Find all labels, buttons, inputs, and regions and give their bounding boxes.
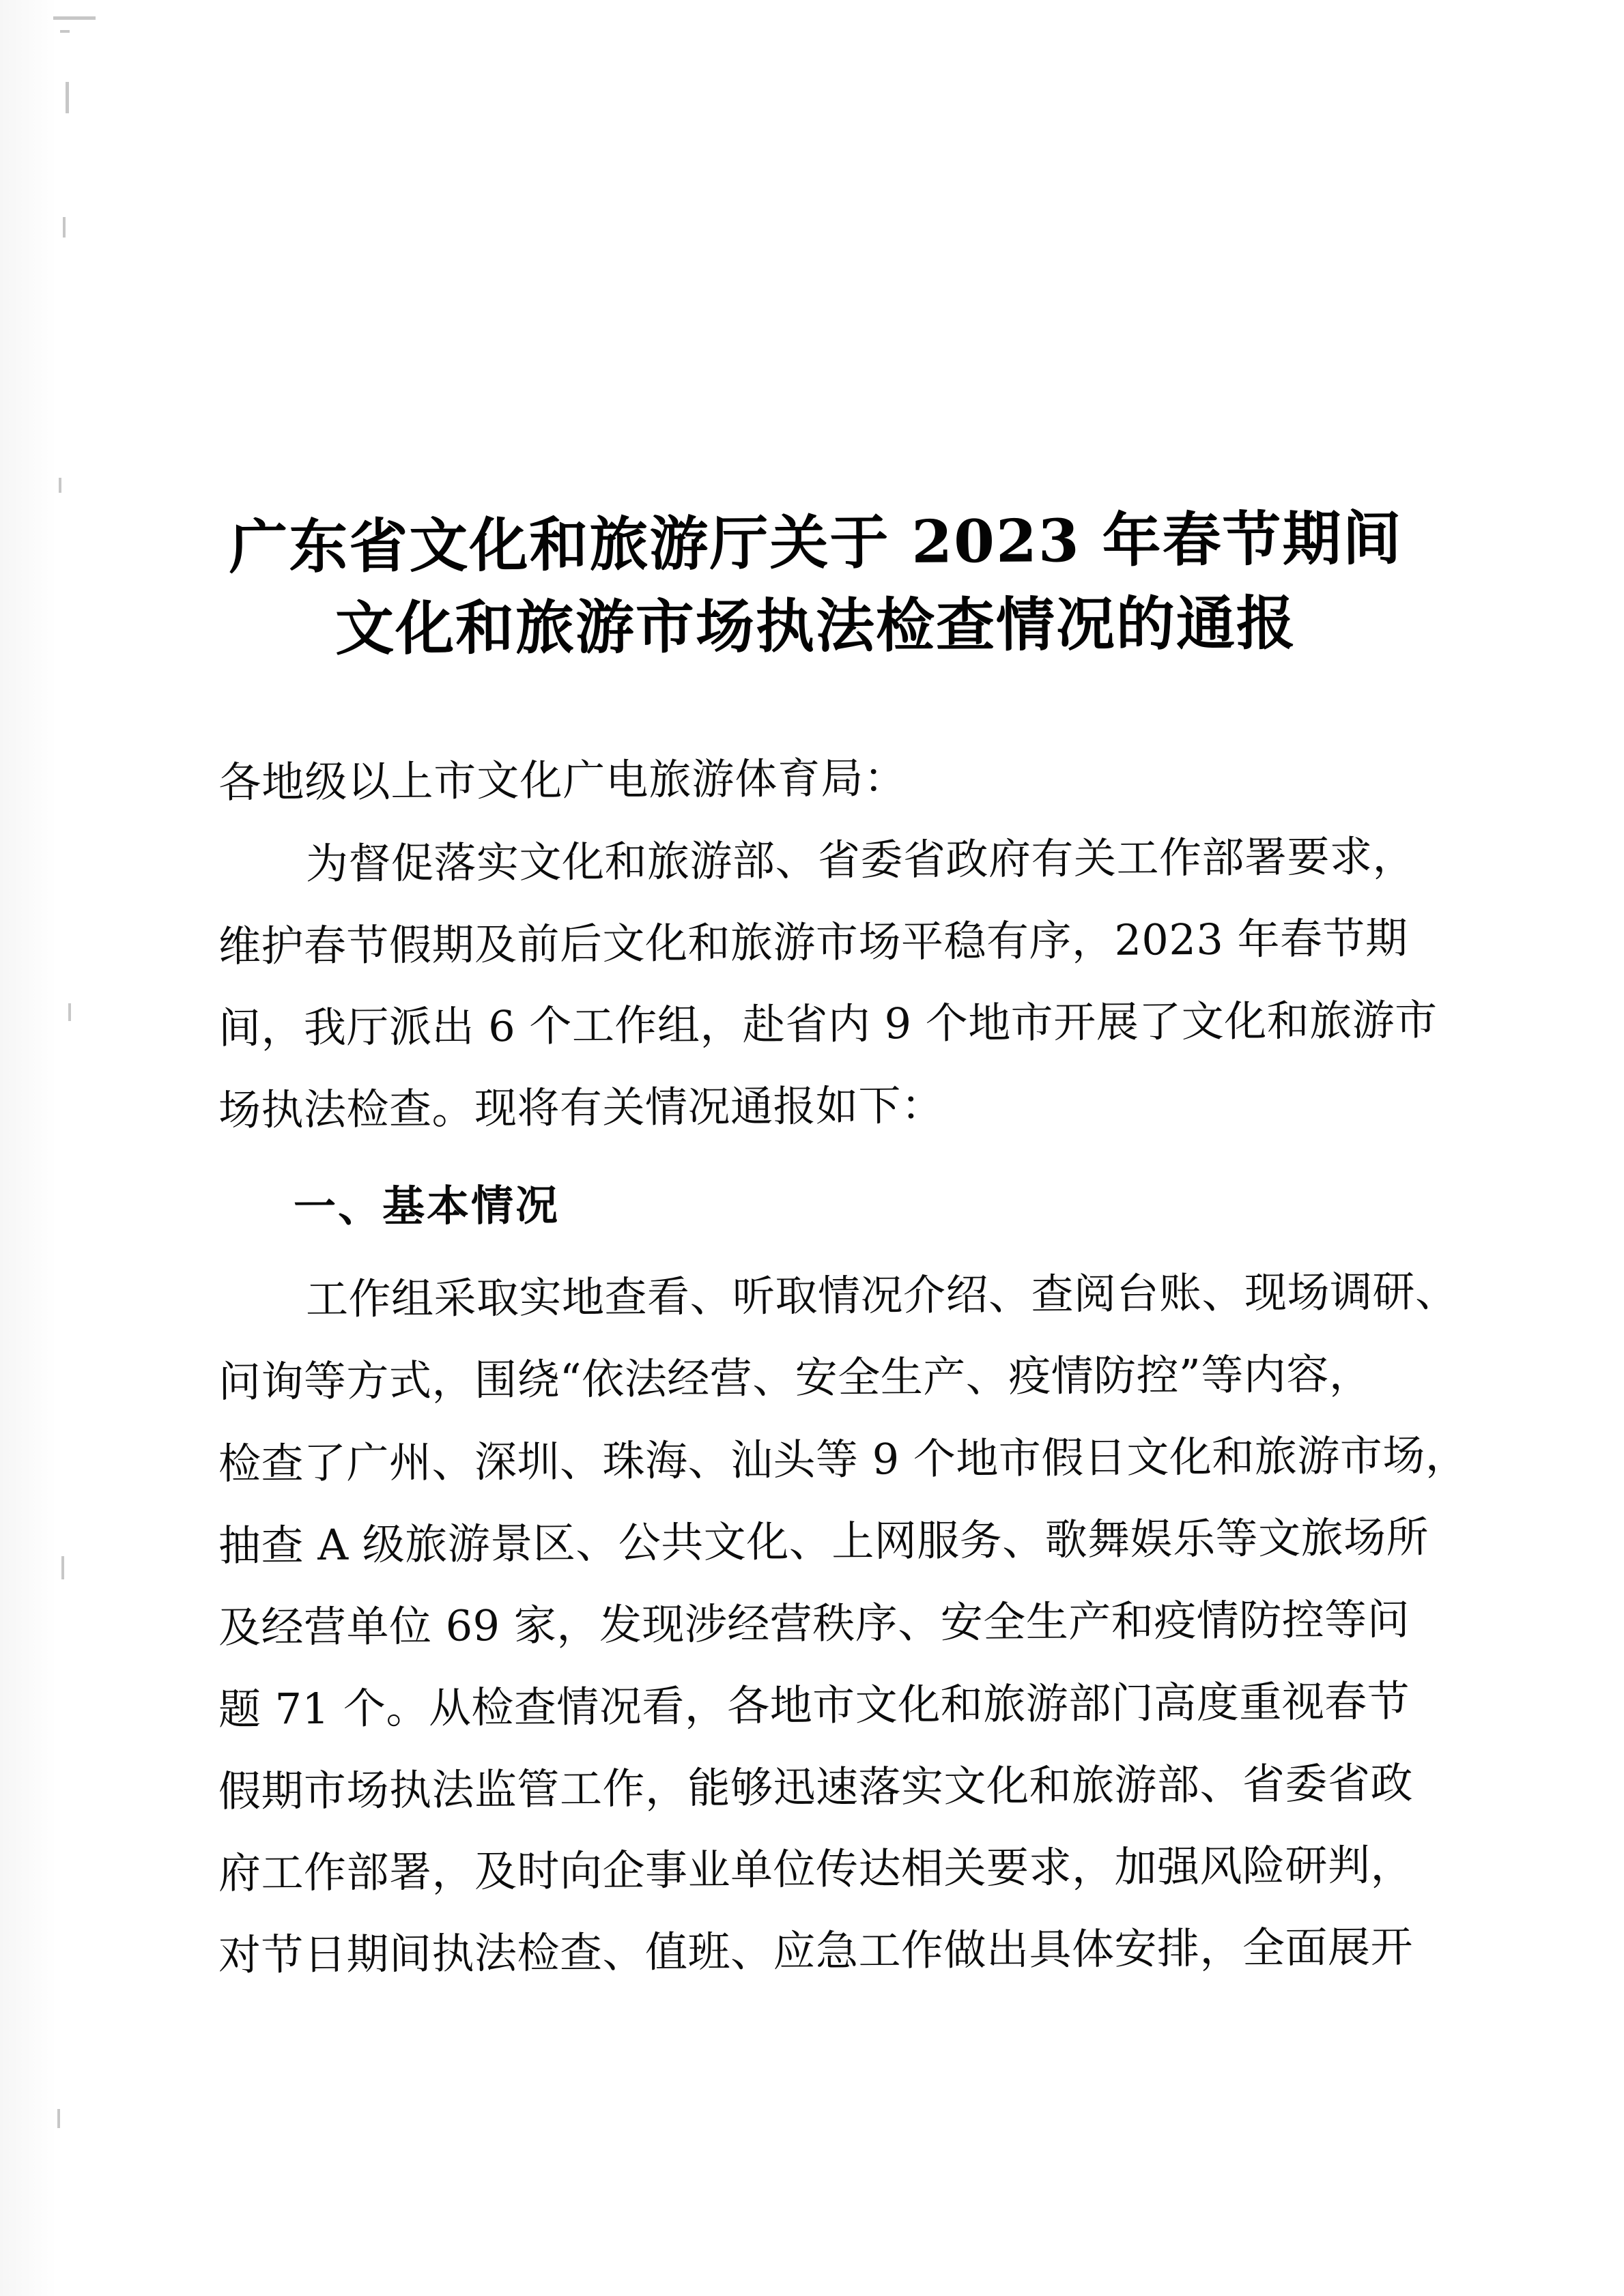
paragraph-line: 场执法检查。现将有关情况通报如下： (218, 1080, 944, 1135)
paragraph-line: 题 71 个。从检查情况看，各地市文化和旅游部门高度重视春节 (218, 1676, 1410, 1734)
paragraph-line: 府工作部署，及时向企事业单位传达相关要求，加强风险研判， (218, 1839, 1414, 1898)
paragraph-line: 工作组采取实地查看、听取情况介绍、查阅台账、现场调研、 (305, 1266, 1458, 1325)
paragraph-line: 为督促落实文化和旅游部、省委省政府有关工作部署要求， (305, 831, 1416, 889)
paragraph-intro (218, 824, 1438, 1151)
paragraph-line: 及经营单位 69 家，发现涉经营秩序、安全生产和疫情防控等问 (218, 1594, 1410, 1652)
scan-speck (59, 478, 61, 493)
paragraph-line: 问询等方式，围绕“依法经营、安全生产、疫情防控”等内容， (218, 1349, 1372, 1407)
scan-speck (53, 16, 96, 20)
scan-speck (66, 82, 69, 113)
paragraph-line: 假期市场执法监管工作，能够迅速落实文化和旅游部、省委省政 (218, 1757, 1414, 1816)
scan-speck (60, 30, 70, 33)
section-heading-basic-situation: 一、基本情况 (293, 1180, 560, 1232)
document-title (218, 0, 1413, 668)
document-title-line-1: 广东省文化和旅游厅关于 2023 年春节期间 (229, 504, 1403, 582)
scan-speck (68, 1003, 71, 1021)
salutation: 各地级以上市文化广电旅游体育局： (218, 752, 907, 807)
paragraph-line: 间，我厅派出 6 个工作组，赴省内 9 个地市开展了文化和旅游市 (218, 994, 1438, 1053)
document-title-line-2: 文化和旅游市场执法检查情况的通报 (334, 588, 1297, 664)
scan-edge-artifact (0, 0, 82, 2296)
paragraph-line: 维护春节假期及前后文化和旅游市场平稳有序，2023 年春节期 (218, 913, 1408, 971)
paragraph-line: 检查了广州、深圳、珠海、汕头等 9 个地市假日文化和旅游市场， (218, 1430, 1468, 1489)
document-text-column (218, 0, 1468, 1996)
scan-speck (57, 2109, 60, 2128)
paragraph-line: 对节日期间执法检查、值班、应急工作做出具体安排，全面展开 (218, 1921, 1414, 1980)
scan-speck (61, 1556, 64, 1579)
paragraph-basic-situation (218, 1259, 1468, 1996)
paragraph-line: 抽查 A 级旅游景区、公共文化、上网服务、歌舞娱乐等文旅场所 (218, 1512, 1429, 1570)
scan-speck (63, 217, 66, 238)
